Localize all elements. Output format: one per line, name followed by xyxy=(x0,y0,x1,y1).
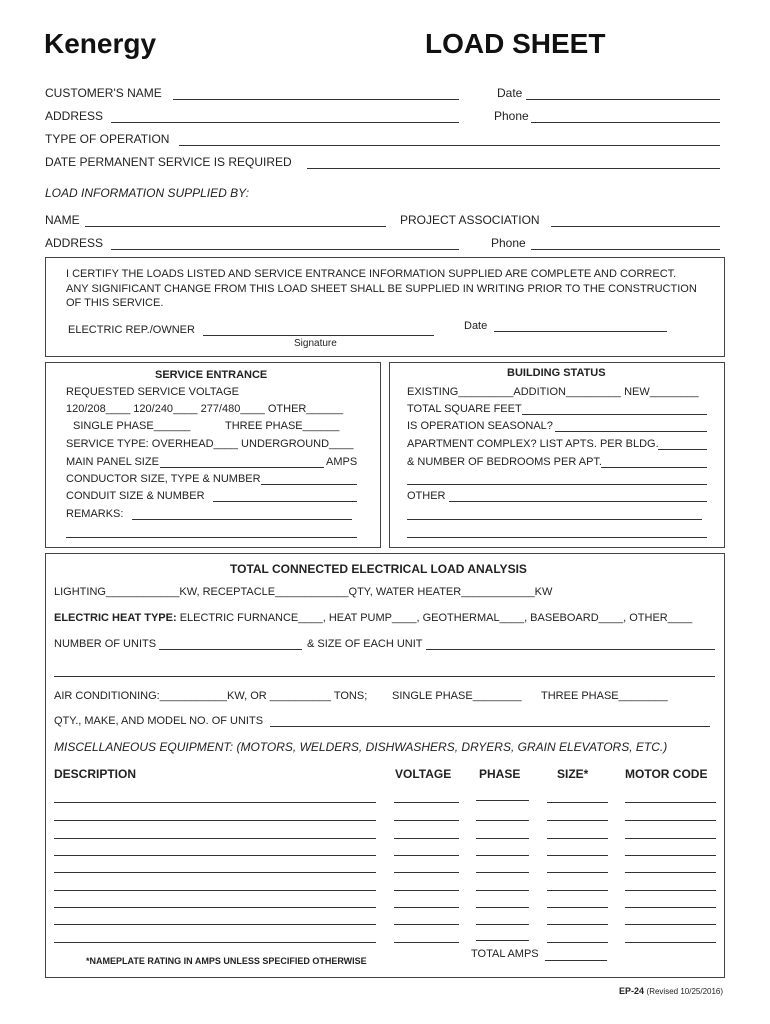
equipment-row-6-col-4-field[interactable] xyxy=(547,890,608,891)
equipment-row-3-col-2-field[interactable] xyxy=(394,838,459,839)
misc-equipment-heading: MISCELLANEOUS EQUIPMENT: (MOTORS, WELDERS, DISHWASHERS, DRYERS, GRAIN ELEVATORS, ETC.) xyxy=(54,740,668,754)
customer-date-field[interactable] xyxy=(526,99,720,100)
equipment-row-4-col-4-field[interactable] xyxy=(547,855,608,856)
equipment-row-8-col-5-field[interactable] xyxy=(625,924,716,925)
certify-date-field[interactable] xyxy=(494,331,667,332)
supplier-address-label: ADDRESS xyxy=(45,236,104,250)
equipment-row-5-col-1-field[interactable] xyxy=(54,872,376,873)
equipment-row-8-col-4-field[interactable] xyxy=(547,924,608,925)
equipment-row-7-col-5-field[interactable] xyxy=(625,907,716,908)
form-code xyxy=(619,986,723,996)
square-feet-label: TOTAL SQUARE FEET xyxy=(407,403,522,415)
customer-address-label: ADDRESS xyxy=(45,109,104,123)
project-association-label: PROJECT ASSOCIATION xyxy=(400,213,540,227)
lighting-receptacle-water-row[interactable]: LIGHTING____________KW, RECEPTACLE____________QTY, WATER HEATER____________KW xyxy=(54,586,553,598)
service-entrance-heading: SERVICE ENTRANCE xyxy=(155,369,268,381)
qty-make-model-field[interactable] xyxy=(270,726,710,727)
permanent-service-field[interactable] xyxy=(307,168,720,169)
remarks-label: REMARKS: xyxy=(66,508,124,520)
signature-field[interactable] xyxy=(203,335,434,336)
equipment-row-7-col-1-field[interactable] xyxy=(54,907,376,908)
three-phase-option[interactable]: THREE PHASE______ xyxy=(225,420,340,432)
company-logo: Kenergy xyxy=(44,28,157,59)
equipment-row-5-col-5-field[interactable] xyxy=(625,872,716,873)
equipment-row-4-col-1-field[interactable] xyxy=(54,855,376,856)
equipment-row-9-col-5-field[interactable] xyxy=(625,942,716,943)
existing-addition-new[interactable]: EXISTING_________ADDITION_________ NEW________ xyxy=(407,386,699,398)
service-type-options[interactable]: SERVICE TYPE: OVERHEAD____ UNDERGROUND____ xyxy=(66,438,354,450)
supplier-phone-label: Phone xyxy=(491,236,526,250)
remarks-field-2[interactable] xyxy=(66,537,357,538)
equipment-row-3-col-1-field[interactable] xyxy=(54,838,376,839)
air-conditioning-row[interactable]: AIR CONDITIONING:___________KW, OR __________ TONS; xyxy=(54,690,368,702)
customer-name-label: CUSTOMER'S NAME xyxy=(45,86,162,100)
apartment-field[interactable] xyxy=(658,449,707,450)
conductor-label: CONDUCTOR SIZE, TYPE & NUMBER xyxy=(66,473,261,485)
other-label: OTHER xyxy=(407,490,446,502)
main-panel-label: MAIN PANEL SIZE xyxy=(66,456,159,468)
certify-line-2: ANY SIGNIFICANT CHANGE FROM THIS LOAD SHEET SHALL BE SUPPLIED IN WRITING PRIOR TO THE CONSTRUCTION xyxy=(66,283,697,295)
conduit-field[interactable] xyxy=(213,501,357,502)
certify-line-3: OF THIS SERVICE. xyxy=(66,297,164,309)
customer-name-field[interactable] xyxy=(173,99,459,100)
other-field-3[interactable] xyxy=(407,537,707,538)
equipment-row-7-col-3-field[interactable] xyxy=(476,907,529,908)
equipment-row-5-col-4-field[interactable] xyxy=(547,872,608,873)
electric-rep-label: ELECTRIC REP./OWNER xyxy=(68,324,195,336)
equipment-row-7-col-4-field[interactable] xyxy=(547,907,608,908)
page-title: LOAD SHEET xyxy=(425,28,606,59)
equipment-row-6-col-5-field[interactable] xyxy=(625,890,716,891)
qty-make-model-label: QTY., MAKE, AND MODEL NO. OF UNITS xyxy=(54,715,264,727)
main-panel-field[interactable] xyxy=(160,467,324,468)
equipment-row-9-col-1-field[interactable] xyxy=(54,942,376,943)
other-field-2[interactable] xyxy=(407,519,702,520)
load-analysis-heading: TOTAL CONNECTED ELECTRICAL LOAD ANALYSIS xyxy=(230,562,527,576)
supplier-address-field[interactable] xyxy=(111,249,459,250)
equipment-row-1-col-5-field[interactable] xyxy=(625,802,716,803)
equipment-row-1-col-3-field[interactable] xyxy=(476,800,529,801)
conduit-label: CONDUIT SIZE & NUMBER xyxy=(66,490,205,502)
equipment-row-8-col-2-field[interactable] xyxy=(394,924,459,925)
building-status-heading: BUILDING STATUS xyxy=(507,367,606,379)
equipment-row-2-col-4-field[interactable] xyxy=(547,820,608,821)
equipment-row-5-col-2-field[interactable] xyxy=(394,872,459,873)
equipment-row-2-col-2-field[interactable] xyxy=(394,820,459,821)
equipment-row-4-col-3-field[interactable] xyxy=(476,855,529,856)
permanent-service-label: DATE PERMANENT SERVICE IS REQUIRED xyxy=(45,155,292,169)
equipment-row-3-col-3-field[interactable] xyxy=(476,838,529,839)
col-phase: PHASE xyxy=(479,767,521,781)
supplier-name-field[interactable] xyxy=(85,226,386,227)
total-amps-field[interactable] xyxy=(545,960,607,961)
seasonal-field[interactable] xyxy=(555,431,707,432)
ac-three-phase[interactable]: THREE PHASE________ xyxy=(541,690,668,702)
equipment-row-3-col-4-field[interactable] xyxy=(547,838,608,839)
seasonal-label: IS OPERATION SEASONAL? xyxy=(407,420,553,432)
equipment-row-2-col-3-field[interactable] xyxy=(476,820,529,821)
supplier-phone-field[interactable] xyxy=(531,249,720,250)
customer-phone-label: Phone xyxy=(494,109,529,123)
equipment-row-8-col-3-field[interactable] xyxy=(476,924,529,925)
number-units-field[interactable] xyxy=(159,649,302,650)
operation-type-label: TYPE OF OPERATION xyxy=(45,132,170,146)
conductor-field[interactable] xyxy=(261,484,357,485)
voltage-options[interactable]: 120/208____ 120/240____ 277/480____ OTHER______ xyxy=(66,403,344,415)
size-each-unit-field[interactable] xyxy=(426,649,715,650)
col-motor-code: MOTOR CODE xyxy=(625,767,708,781)
supplier-name-label: NAME xyxy=(45,213,80,227)
remarks-field-1[interactable] xyxy=(132,519,352,520)
equipment-row-4-col-2-field[interactable] xyxy=(394,855,459,856)
units-extra-line[interactable] xyxy=(54,676,715,677)
total-amps-label: TOTAL AMPS xyxy=(471,948,539,960)
revision-date: (Revised 10/25/2016) xyxy=(646,987,724,996)
nameplate-footnote: *NAMEPLATE RATING IN AMPS UNLESS SPECIFIED OTHERWISE xyxy=(86,956,367,966)
building-blank-line[interactable] xyxy=(407,484,707,485)
apartment-label: APARTMENT COMPLEX? LIST APTS. PER BLDG. xyxy=(407,438,659,450)
number-units-label: NUMBER OF UNITS xyxy=(54,638,157,650)
equipment-row-7-col-2-field[interactable] xyxy=(394,907,459,908)
equipment-row-4-col-5-field[interactable] xyxy=(625,855,716,856)
equipment-row-6-col-1-field[interactable] xyxy=(54,890,376,891)
equipment-row-9-col-2-field[interactable] xyxy=(394,942,459,943)
ac-single-phase[interactable]: SINGLE PHASE________ xyxy=(392,690,522,702)
col-voltage: VOLTAGE xyxy=(395,767,452,781)
certify-line-1: I CERTIFY THE LOADS LISTED AND SERVICE ENTRANCE INFORMATION SUPPLIED ARE COMPLETE AND CORRECT. xyxy=(66,268,677,280)
equipment-row-2-col-1-field[interactable] xyxy=(54,820,376,821)
single-phase-option[interactable]: SINGLE PHASE______ xyxy=(73,420,191,432)
bedrooms-field[interactable] xyxy=(601,467,707,468)
electric-heat-row[interactable] xyxy=(54,612,692,624)
customer-address-field[interactable] xyxy=(111,122,459,123)
equipment-row-1-col-2-field[interactable] xyxy=(394,802,459,803)
project-association-field[interactable] xyxy=(551,226,720,227)
certify-date-label: Date xyxy=(464,320,488,332)
equipment-row-1-col-1-field[interactable] xyxy=(54,802,376,803)
electric-heat-label: ELECTRIC HEAT TYPE: xyxy=(54,612,177,624)
equipment-row-8-col-1-field[interactable] xyxy=(54,924,376,925)
col-description: DESCRIPTION xyxy=(54,767,137,781)
operation-type-field[interactable] xyxy=(179,145,720,146)
equipment-row-2-col-5-field[interactable] xyxy=(625,820,716,821)
supplier-heading: LOAD INFORMATION SUPPLIED BY: xyxy=(45,186,250,200)
bedrooms-label: & NUMBER OF BEDROOMS PER APT. xyxy=(407,456,602,468)
size-each-unit-label: & SIZE OF EACH UNIT xyxy=(307,638,423,650)
square-feet-field[interactable] xyxy=(522,414,707,415)
col-size: SIZE* xyxy=(557,767,589,781)
customer-date-label: Date xyxy=(497,86,523,100)
other-field[interactable] xyxy=(449,501,707,502)
amps-unit: AMPS xyxy=(326,456,358,468)
form-number: EP-24 xyxy=(619,986,645,996)
requested-voltage-label: REQUESTED SERVICE VOLTAGE xyxy=(66,386,239,398)
electric-heat-options: ELECTRIC FURNANCE____, HEAT PUMP____, GEOTHERMAL____, BASEBOARD____, OTHER____ xyxy=(176,612,693,624)
signature-caption: Signature xyxy=(294,338,337,349)
customer-phone-field[interactable] xyxy=(531,122,720,123)
equipment-row-9-col-3-field[interactable] xyxy=(476,940,529,941)
equipment-row-5-col-3-field[interactable] xyxy=(476,872,529,873)
equipment-row-6-col-2-field[interactable] xyxy=(394,890,459,891)
equipment-row-9-col-4-field[interactable] xyxy=(547,942,608,943)
equipment-row-6-col-3-field[interactable] xyxy=(476,890,529,891)
equipment-row-3-col-5-field[interactable] xyxy=(625,838,716,839)
equipment-row-1-col-4-field[interactable] xyxy=(547,802,608,803)
